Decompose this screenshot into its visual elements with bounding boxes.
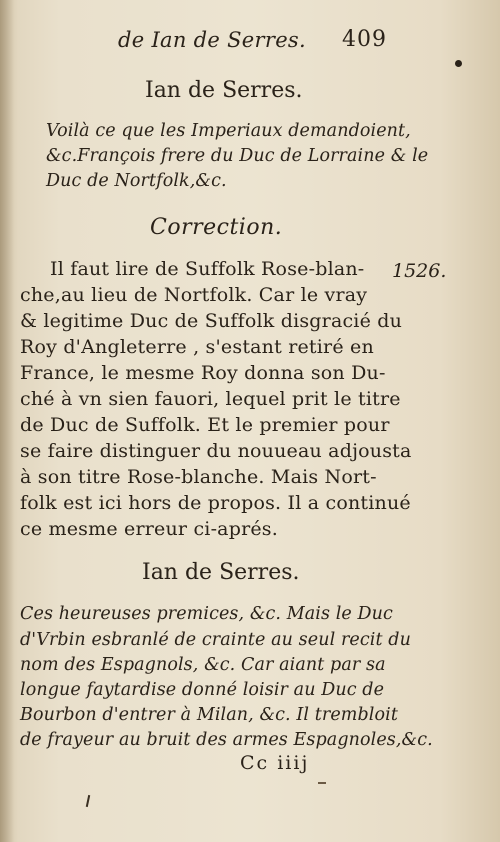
- signature-mark: Cc iiij: [240, 752, 310, 774]
- correction-heading: Correction.: [150, 215, 283, 240]
- quote-line: d'Vrbin esbranlé de crainte au seul recit du: [20, 630, 411, 650]
- text-line: Roy d'Angleterre , s'estant retiré en: [20, 336, 374, 358]
- text-line: che,au lieu de Nortfolk. Car le vray: [20, 284, 368, 306]
- quote-line: Bourbon d'entrer à Milan, &c. Il trembloit: [20, 705, 398, 725]
- text-line: folk est ici hors de propos. Il a continué: [20, 492, 411, 514]
- section-heading: Ian de Serres.: [142, 560, 300, 585]
- quote-line: nom des Espagnols, &c. Car aiant par sa: [20, 655, 386, 675]
- quote-line: Ces heureuses premices, &c. Mais le Duc: [20, 604, 393, 624]
- quote-line: de frayeur au bruit des armes Espagnoles,&c.: [20, 730, 433, 750]
- quote-line: Voilà ce que les Imperiaux demandoient,: [46, 121, 411, 141]
- section-heading: Ian de Serres.: [145, 78, 303, 103]
- quote-line: longue faytardise donné loisir au Duc de: [20, 680, 385, 700]
- text-line: à son titre Rose-blanche. Mais Nort-: [20, 466, 377, 488]
- text-line: France, le mesme Roy donna son Du-: [20, 362, 386, 384]
- text-line: & legitime Duc de Suffolk disgracié du: [20, 310, 403, 332]
- ink-speck: [455, 60, 462, 67]
- text-line: se faire distinguer du nouueau adjousta: [20, 440, 412, 462]
- margin-year: 1526.: [392, 260, 447, 282]
- ink-mark: [318, 782, 326, 784]
- ink-mark: [86, 795, 90, 807]
- text-line: ché à vn sien fauori, lequel prit le titre: [20, 388, 401, 410]
- quote-line: Duc de Nortfolk,&c.: [46, 171, 227, 191]
- text-line: de Duc de Suffolk. Et le premier pour: [20, 414, 390, 436]
- running-head: de Ian de Serres.: [118, 28, 306, 52]
- text-line: ce mesme erreur ci-aprés.: [20, 518, 278, 540]
- gutter-shadow: [0, 0, 14, 842]
- quote-line: &c.François frere du Duc de Lorraine & le: [46, 146, 429, 166]
- page-number: 409: [342, 27, 387, 52]
- text-line: Il faut lire de Suffolk Rose-blan-: [50, 258, 365, 280]
